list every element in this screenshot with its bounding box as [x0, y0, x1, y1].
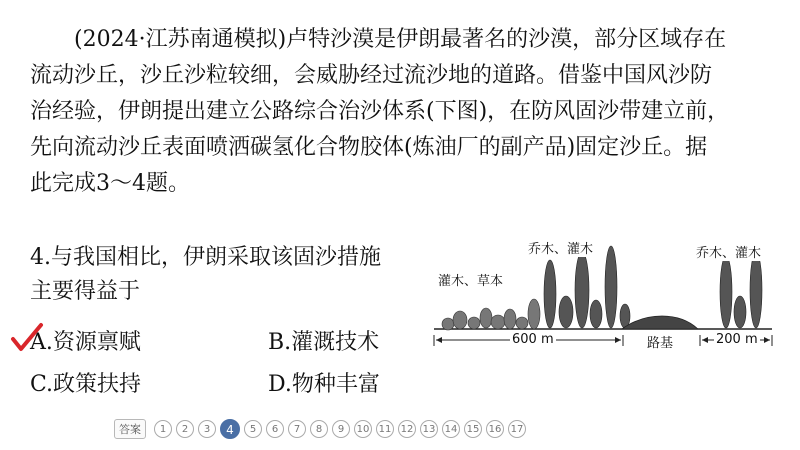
passage-line: 此完成3～4题。 [30, 171, 190, 196]
question-nav-10[interactable]: 10 [354, 420, 372, 438]
question-nav-8[interactable]: 8 [310, 420, 328, 438]
answer-navigation [114, 418, 526, 440]
answer-button[interactable]: 答案 [114, 419, 146, 439]
question-nav-2[interactable]: 2 [176, 420, 194, 438]
question-nav-13[interactable]: 13 [420, 420, 438, 438]
label-shrubs-grass: 灌木、草本 [436, 270, 505, 289]
label-roadbed: 路基 [645, 332, 675, 351]
question-line: 主要得益于 [30, 279, 141, 304]
question-line: 4.与我国相比，伊朗采取该固沙措施 [30, 245, 381, 270]
label-600m: 600 m [512, 332, 554, 347]
passage-line: 治经验，伊朗提出建立公路综合治沙体系(下图)，在防风固沙带建立前， [30, 99, 730, 124]
question-nav-15[interactable]: 15 [464, 420, 482, 438]
option-d[interactable]: D.物种丰富 [268, 372, 380, 397]
question-nav-17[interactable]: 17 [508, 420, 526, 438]
question-nav-7[interactable]: 7 [288, 420, 306, 438]
question-nav-12[interactable]: 12 [398, 420, 416, 438]
question-stem [30, 241, 410, 309]
question-nav-5[interactable]: 5 [244, 420, 262, 438]
passage-line: 先向流动沙丘表面喷洒碳氢化合物胶体(炼油厂的副产品)固定沙丘。据 [30, 135, 708, 160]
question-nav-1[interactable]: 1 [154, 420, 172, 438]
question-nav-11[interactable]: 11 [376, 420, 394, 438]
option-a[interactable]: A.资源禀赋 [30, 330, 141, 355]
label-trees-shrubs-left: 乔木、灌木 [526, 238, 595, 257]
label-trees-shrubs-right: 乔木、灌木 [694, 242, 763, 261]
option-b[interactable]: B.灌溉技术 [268, 330, 380, 355]
question-nav-9[interactable]: 9 [332, 420, 350, 438]
sand-control-diagram [430, 232, 780, 367]
question-nav-6[interactable]: 6 [266, 420, 284, 438]
passage [30, 22, 775, 202]
question-nav-16[interactable]: 16 [486, 420, 504, 438]
option-c[interactable]: C.政策扶持 [30, 372, 142, 397]
label-200m: 200 m [716, 332, 758, 347]
passage-line: (2024·江苏南通模拟)卢特沙漠是伊朗最著名的沙漠，部分区域存在 [74, 27, 727, 52]
question-nav-14[interactable]: 14 [442, 420, 460, 438]
question-nav-3[interactable]: 3 [198, 420, 216, 438]
passage-line: 流动沙丘，沙丘沙粒较细，会威胁经过流沙地的道路。借鉴中国风沙防 [30, 63, 713, 88]
question-nav-4-active[interactable]: 4 [220, 419, 240, 439]
